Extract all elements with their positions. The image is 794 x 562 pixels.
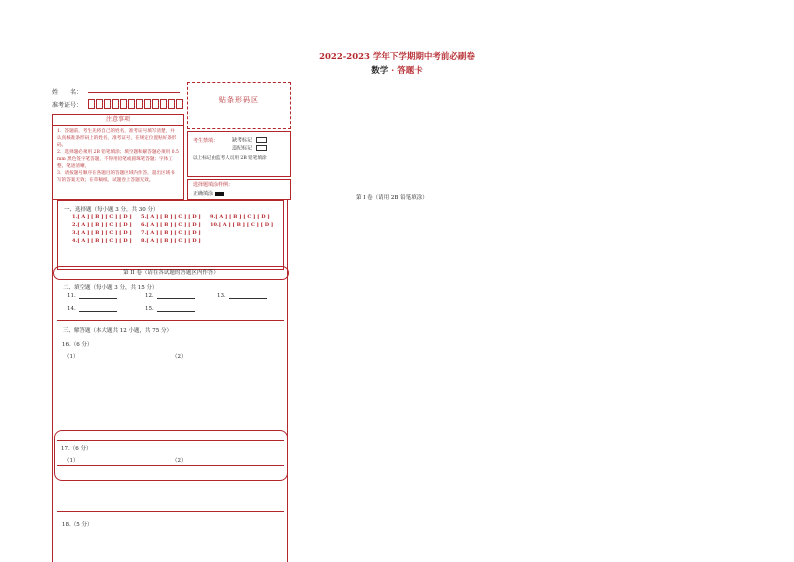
subtitle-separator: · <box>391 66 395 76</box>
exam-id-boxes[interactable] <box>88 99 184 109</box>
fill-in-item[interactable]: 12. <box>145 293 195 299</box>
id-digit-box[interactable] <box>160 99 167 109</box>
sheet-right-border <box>287 200 288 562</box>
notice-item: 3．请按题号顺序在各题目的答题区域内作答，超出区域书写的答案无效；在草稿纸、试题卷上答题无效。 <box>57 171 175 183</box>
fill-in-item[interactable]: 11. <box>67 293 117 299</box>
violation-mark-row <box>232 145 267 153</box>
q16-label: 16.（6 分） <box>62 342 93 348</box>
q18-label: 18.（5 分） <box>62 522 93 528</box>
card-subtitle <box>0 64 794 76</box>
id-digit-box[interactable] <box>104 99 111 109</box>
notices-list <box>53 126 183 186</box>
section-divider <box>57 465 284 466</box>
id-digit-box[interactable] <box>88 99 95 109</box>
fill-in-title: 二、填空题（每小题 3 分，共 15 分） <box>63 285 158 291</box>
notice-item: 2．选择题必须用 2B 铅笔填涂；填空题和解答题必须用 0.5 mm 黑色签字笔答题，不得用铅笔或圆珠笔答题；字体工整、笔迹清晰。 <box>57 150 179 169</box>
subject-label: 数学 <box>371 66 389 76</box>
section-divider <box>57 440 284 441</box>
mc-question[interactable]: 1.[ A ] [ B ] [ C ] [ D ] <box>72 214 132 220</box>
mc-question[interactable]: 10.[ A ] [ B ] [ C ] [ D ] <box>210 222 274 228</box>
barcode-area <box>187 82 291 129</box>
notices-title: 注意事项 <box>53 115 183 126</box>
answer-title: 三、解答题（本大题共 12 小题，共 75 分） <box>63 328 172 334</box>
id-digit-box[interactable] <box>128 99 135 109</box>
name-label: 姓 名： <box>52 89 83 96</box>
id-digit-box[interactable] <box>144 99 151 109</box>
mc-row <box>72 221 273 229</box>
mc-row <box>72 237 273 245</box>
part2-caption: 第 II 卷（请在各试题的答题区内作答） <box>123 270 219 276</box>
fill-sample-box <box>187 179 291 200</box>
id-digit-box[interactable] <box>120 99 127 109</box>
fill-in-item[interactable]: 14. <box>67 306 117 312</box>
id-digit-box[interactable] <box>152 99 159 109</box>
mc-question[interactable]: 3.[ A ] [ B ] [ C ] [ D ] <box>72 230 132 236</box>
fill-sample-label: 选择题填涂样例： <box>193 182 234 188</box>
mc-title: 一、选择题（每小题 3 分，共 30 分） <box>64 207 159 213</box>
sheet-left-border <box>52 200 53 562</box>
mc-question[interactable]: 2.[ A ] [ B ] [ C ] [ D ] <box>72 222 132 228</box>
filled-bubble-sample <box>215 192 224 196</box>
section-divider <box>57 320 284 321</box>
mc-question[interactable]: 9.[ A ] [ B ] [ C ] [ D ] <box>210 214 270 220</box>
q16-part2[interactable]: （2） <box>172 354 187 360</box>
absent-checkbox[interactable] <box>256 137 267 143</box>
notice-item: 1．答题前，考生先将自己的姓名，准考证号填写清楚，并认真核准条形码上的姓名、准考证号，在规定位置贴好条形码。 <box>57 129 177 148</box>
barcode-label: 贴条形码区 <box>219 96 259 104</box>
absent-mark-row <box>232 137 267 145</box>
id-digit-box[interactable] <box>176 99 183 109</box>
mc-row <box>72 229 273 237</box>
violation-checkbox[interactable] <box>256 145 267 151</box>
id-digit-box[interactable] <box>136 99 143 109</box>
absent-mark-label: 缺考标记 <box>232 137 253 144</box>
part1-caption: 第 I 卷（请用 2B 铅笔填涂） <box>356 195 428 201</box>
correct-fill-label: 正确填涂 <box>193 191 214 197</box>
q17-highlight <box>54 430 288 481</box>
mc-question[interactable]: 7.[ A ] [ B ] [ C ] [ D ] <box>141 230 201 236</box>
violation-mark-label: 违纪标记 <box>232 145 253 152</box>
notices-box <box>52 114 184 200</box>
section-divider <box>57 511 284 512</box>
q16-part1[interactable]: （1） <box>64 354 79 360</box>
exam-title: 2022-2023 学年下学期期中考前必刷卷 <box>319 52 475 62</box>
mc-question[interactable]: 8.[ A ] [ B ] [ C ] [ D ] <box>141 238 201 244</box>
id-digit-box[interactable] <box>112 99 119 109</box>
mc-grid <box>72 213 273 245</box>
id-digit-box[interactable] <box>96 99 103 109</box>
q17-part2[interactable]: （2） <box>172 458 187 464</box>
card-label: 答题卡 <box>397 66 423 76</box>
part2-band <box>53 266 289 280</box>
name-field[interactable] <box>88 92 180 93</box>
fill-in-section <box>57 282 284 320</box>
exam-id-label: 准考证号： <box>52 102 83 109</box>
multiple-choice-section <box>57 200 284 270</box>
fill-in-item[interactable]: 13. <box>217 293 267 299</box>
absent-box <box>187 131 291 177</box>
mc-question[interactable]: 6.[ A ] [ B ] [ C ] [ D ] <box>141 222 201 228</box>
absent-note: 以上标记由监考人员用 2B 铅笔填涂 <box>193 156 267 161</box>
mc-question[interactable]: 5.[ A ] [ B ] [ C ] [ D ] <box>141 214 201 220</box>
fill-in-item[interactable]: 15. <box>145 306 195 312</box>
absent-label: 考生禁填： <box>193 138 219 144</box>
id-digit-box[interactable] <box>168 99 175 109</box>
fill-sample-row <box>193 191 224 198</box>
q17-part1[interactable]: （1） <box>64 458 79 464</box>
mc-row <box>72 213 273 221</box>
mc-question[interactable]: 4.[ A ] [ B ] [ C ] [ D ] <box>72 238 132 244</box>
q17-label: 17.（6 分） <box>61 446 92 452</box>
